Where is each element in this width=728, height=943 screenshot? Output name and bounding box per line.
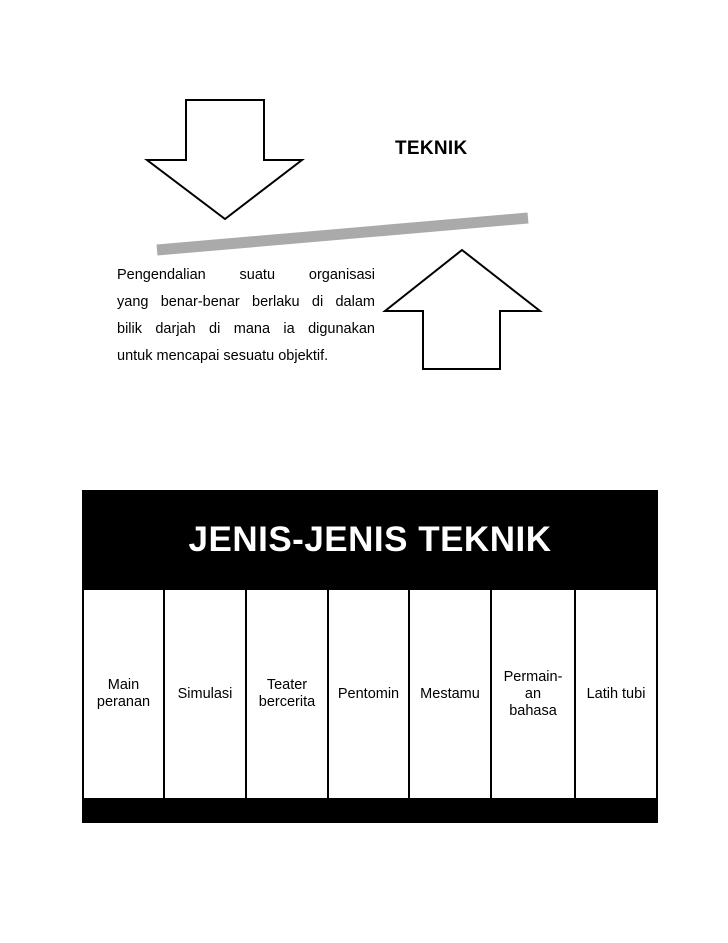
definition-line: bilik darjah di mana ia digunakan <box>117 321 375 337</box>
balance-bar <box>157 218 528 250</box>
technique-label: Latih tubi <box>586 685 646 702</box>
definition-line: untuk mencapai sesuatu objektif. <box>117 348 329 364</box>
technique-cell <box>165 590 245 798</box>
technique-label: Mestamu <box>420 685 480 702</box>
definition-line: Pengendalian suatu organisasi <box>117 267 375 283</box>
technique-label: Teater bercerita <box>258 677 316 710</box>
definition-text <box>117 262 375 370</box>
technique-cell <box>576 590 656 798</box>
definition-line: yang benar-benar berlaku di dalam <box>117 294 375 310</box>
technique-cell <box>329 590 408 798</box>
down-arrow-icon <box>147 100 302 219</box>
technique-columns <box>82 590 658 800</box>
technique-cell <box>84 590 163 798</box>
technique-cell <box>410 590 490 798</box>
up-arrow-icon <box>385 250 540 369</box>
technique-cell <box>247 590 327 798</box>
diagram-title: TEKNIK <box>395 138 468 159</box>
technique-label: Permain- an bahasa <box>503 668 563 719</box>
technique-label: Simulasi <box>177 685 233 702</box>
technique-cell <box>492 590 574 798</box>
table-heading: JENIS-JENIS TEKNIK <box>188 520 552 559</box>
technique-label: Main peranan <box>96 677 151 710</box>
technique-label: Pentomin <box>337 685 400 702</box>
techniques-table <box>82 490 658 823</box>
